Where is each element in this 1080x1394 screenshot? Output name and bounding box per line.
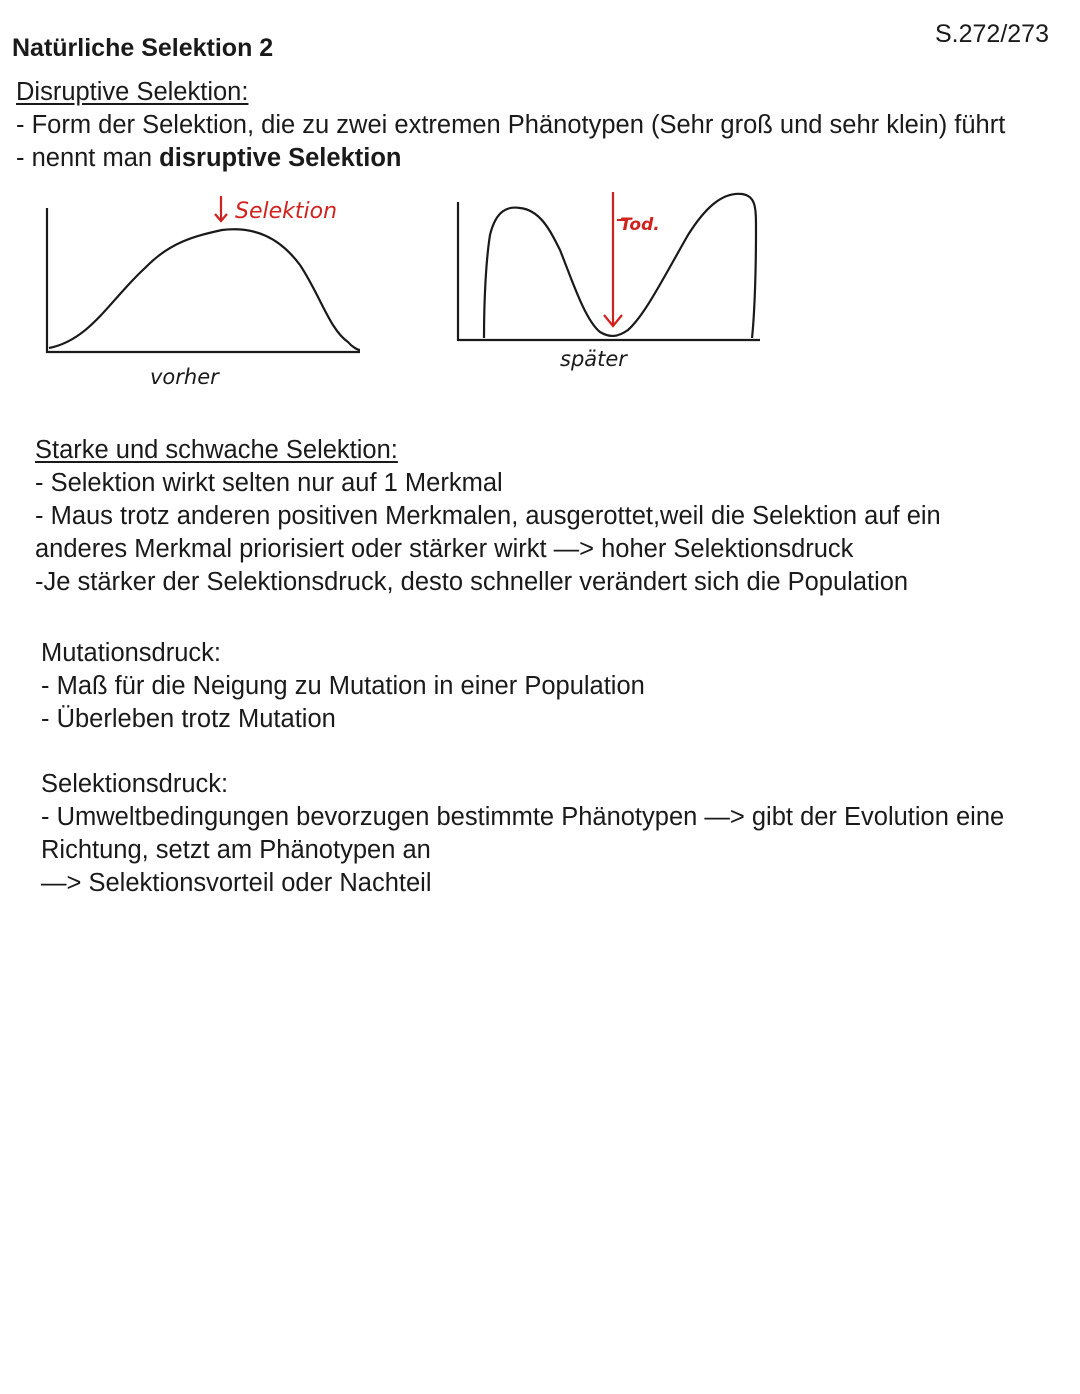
strong-weak-line: - Selektion wirkt selten nur auf 1 Merkmal xyxy=(35,469,503,497)
page-title: Natürliche Selektion 2 xyxy=(12,34,274,62)
strong-weak-heading: Starke und schwache Selektion: xyxy=(35,436,398,464)
selection-arrow-icon xyxy=(215,196,227,221)
strong-weak-section xyxy=(35,434,941,599)
mutation-line: - Maß für die Neigung zu Mutation in einer Population xyxy=(41,672,645,700)
disruptive-term: disruptive Selektion xyxy=(159,144,402,172)
disruptive-section xyxy=(16,76,1005,175)
mutation-heading: Mutationsdruck: xyxy=(41,639,221,667)
selection-annotation: Selektion xyxy=(235,199,338,224)
death-annotation: Tod. xyxy=(620,215,660,235)
strong-weak-line: - Maus trotz anderen positiven Merkmalen, ausgerottet,weil die Selektion auf ein xyxy=(35,502,941,530)
mutation-line: - Überleben trotz Mutation xyxy=(41,705,336,733)
mutation-section xyxy=(41,637,645,736)
sketch-later-axes xyxy=(458,202,760,340)
sketch-before-curve xyxy=(49,229,360,350)
selection-pressure-heading: Selektionsdruck: xyxy=(41,770,229,798)
sketch-later xyxy=(450,180,790,380)
death-arrow-icon xyxy=(604,192,622,326)
sketch-before-axes xyxy=(47,208,360,352)
disruptive-heading: Disruptive Selektion: xyxy=(16,78,249,106)
disruptive-line-2: - nennt man disruptive Selektion xyxy=(16,144,402,172)
strong-weak-line: anderes Merkmal priorisiert oder stärker wirkt —> hoher Selektionsdruck xyxy=(35,535,854,563)
page-reference: S.272/273 xyxy=(935,20,1049,48)
sketch-later-label: später xyxy=(560,347,627,371)
selection-pressure-line: Richtung, setzt am Phänotypen an xyxy=(41,836,431,864)
selection-pressure-line: - Umweltbedingungen bevorzugen bestimmte Phänotypen —> gibt der Evolution eine xyxy=(41,803,1005,831)
selection-pressure-line: —> Selektionsvorteil oder Nachteil xyxy=(41,869,432,897)
strong-weak-line: -Je stärker der Selektionsdruck, desto schneller verändert sich die Population xyxy=(35,568,909,596)
sketch-before-label: vorher xyxy=(150,365,219,389)
disruptive-line-1: - Form der Selektion, die zu zwei extremen Phänotypen (Sehr groß und sehr klein) führt xyxy=(16,111,1006,139)
sketch-before xyxy=(30,190,410,390)
selection-pressure-section xyxy=(41,768,1004,900)
